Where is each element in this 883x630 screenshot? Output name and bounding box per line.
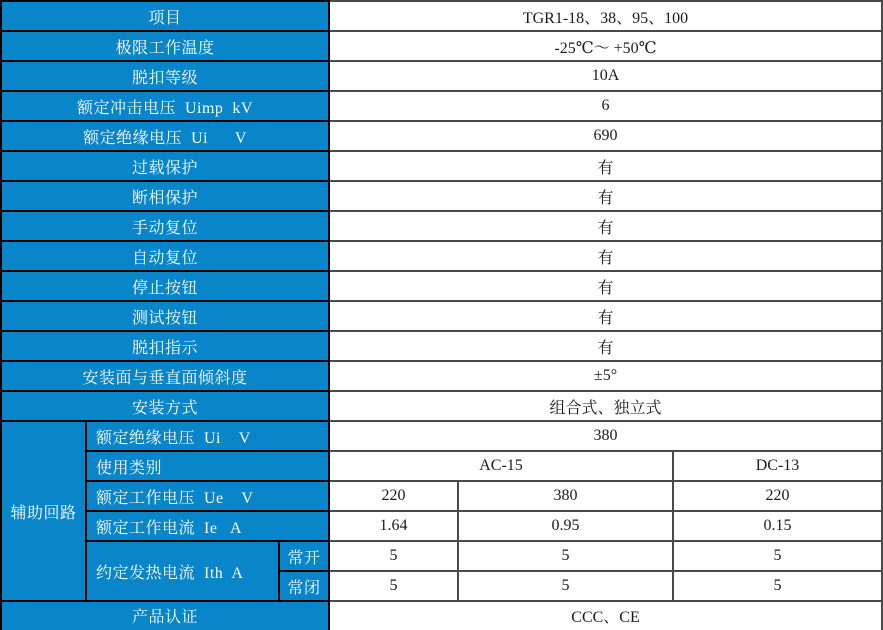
aux-value-insulation-voltage: 380 — [329, 421, 882, 451]
table-row — [1, 241, 882, 271]
spec-label-stop-button: 停止按钮 — [1, 271, 329, 301]
table-row — [1, 541, 882, 571]
spec-label-temperature-range: 极限工作温度 — [1, 31, 329, 61]
spec-label-trip-indication: 脱扣指示 — [1, 331, 329, 361]
table-row — [1, 481, 882, 511]
table-row — [1, 61, 882, 91]
aux-value-thermal-nc-3: 5 — [673, 571, 882, 601]
aux-value-thermal-no-1: 5 — [329, 541, 458, 571]
aux-value-voltage-1: 220 — [329, 481, 458, 511]
spec-label-insulation-voltage: 额定绝缘电压 Ui V — [1, 121, 329, 151]
aux-label-normally-open: 常开 — [279, 541, 329, 571]
spec-value-mounting-tilt: ±5° — [329, 361, 882, 391]
spec-value-overload-protection: 有 — [329, 151, 882, 181]
table-row — [1, 361, 882, 391]
spec-value-auto-reset: 有 — [329, 241, 882, 271]
spec-label-manual-reset: 手动复位 — [1, 211, 329, 241]
table-row — [1, 511, 882, 541]
table-row — [1, 211, 882, 241]
spec-label-phase-failure-protection: 断相保护 — [1, 181, 329, 211]
aux-label-utilization-category: 使用类别 — [86, 451, 329, 481]
aux-value-category-ac: AC-15 — [329, 451, 673, 481]
table-row — [1, 91, 882, 121]
table-row — [1, 121, 882, 151]
spec-label-mounting-type: 安装方式 — [1, 391, 329, 421]
table-row — [1, 1, 882, 31]
spec-label-item: 项目 — [1, 1, 329, 31]
spec-label-impulse-voltage: 额定冲击电压 Uimp kV — [1, 91, 329, 121]
aux-value-thermal-nc-1: 5 — [329, 571, 458, 601]
aux-value-thermal-no-2: 5 — [458, 541, 673, 571]
aux-value-thermal-no-3: 5 — [673, 541, 882, 571]
spec-label-overload-protection: 过载保护 — [1, 151, 329, 181]
aux-label-normally-closed: 常闭 — [279, 571, 329, 601]
spec-value-model: TGR1-18、38、95、100 — [329, 1, 882, 31]
aux-value-current-2: 0.95 — [458, 511, 673, 541]
aux-value-current-1: 1.64 — [329, 511, 458, 541]
spec-value-insulation-voltage: 690 — [329, 121, 882, 151]
spec-label-trip-class: 脱扣等级 — [1, 61, 329, 91]
table-row — [1, 301, 882, 331]
spec-value-test-button: 有 — [329, 301, 882, 331]
spec-value-trip-class: 10A — [329, 61, 882, 91]
spec-value-stop-button: 有 — [329, 271, 882, 301]
table-row — [1, 451, 882, 481]
aux-value-voltage-2: 380 — [458, 481, 673, 511]
aux-label-thermal-current: 约定发热电流 Ith A — [86, 541, 279, 601]
aux-value-thermal-nc-2: 5 — [458, 571, 673, 601]
table-row — [1, 421, 882, 451]
aux-value-category-dc: DC-13 — [673, 451, 882, 481]
table-row — [1, 31, 882, 61]
aux-value-voltage-3: 220 — [673, 481, 882, 511]
spec-value-certification: CCC、CE — [329, 601, 882, 630]
table-row — [1, 601, 882, 630]
spec-label-auto-reset: 自动复位 — [1, 241, 329, 271]
table-row — [1, 271, 882, 301]
spec-label-mounting-tilt: 安装面与垂直面倾斜度 — [1, 361, 329, 391]
table-row — [1, 181, 882, 211]
spec-value-impulse-voltage: 6 — [329, 91, 882, 121]
spec-label-certification: 产品认证 — [1, 601, 329, 630]
table-row — [1, 331, 882, 361]
aux-label-operational-voltage: 额定工作电压 Ue V — [86, 481, 329, 511]
aux-value-current-3: 0.15 — [673, 511, 882, 541]
aux-label-operational-current: 额定工作电流 Ie A — [86, 511, 329, 541]
aux-label-insulation-voltage: 额定绝缘电压 Ui V — [86, 421, 329, 451]
table-row — [1, 391, 882, 421]
aux-circuit-group-label: 辅助回路 — [1, 421, 86, 601]
spec-value-phase-failure-protection: 有 — [329, 181, 882, 211]
spec-value-trip-indication: 有 — [329, 331, 882, 361]
spec-value-mounting-type: 组合式、独立式 — [329, 391, 882, 421]
spec-label-test-button: 测试按钮 — [1, 301, 329, 331]
spec-value-manual-reset: 有 — [329, 211, 882, 241]
spec-value-temperature-range: -25℃～ +50℃ — [329, 31, 882, 61]
table-row — [1, 151, 882, 181]
